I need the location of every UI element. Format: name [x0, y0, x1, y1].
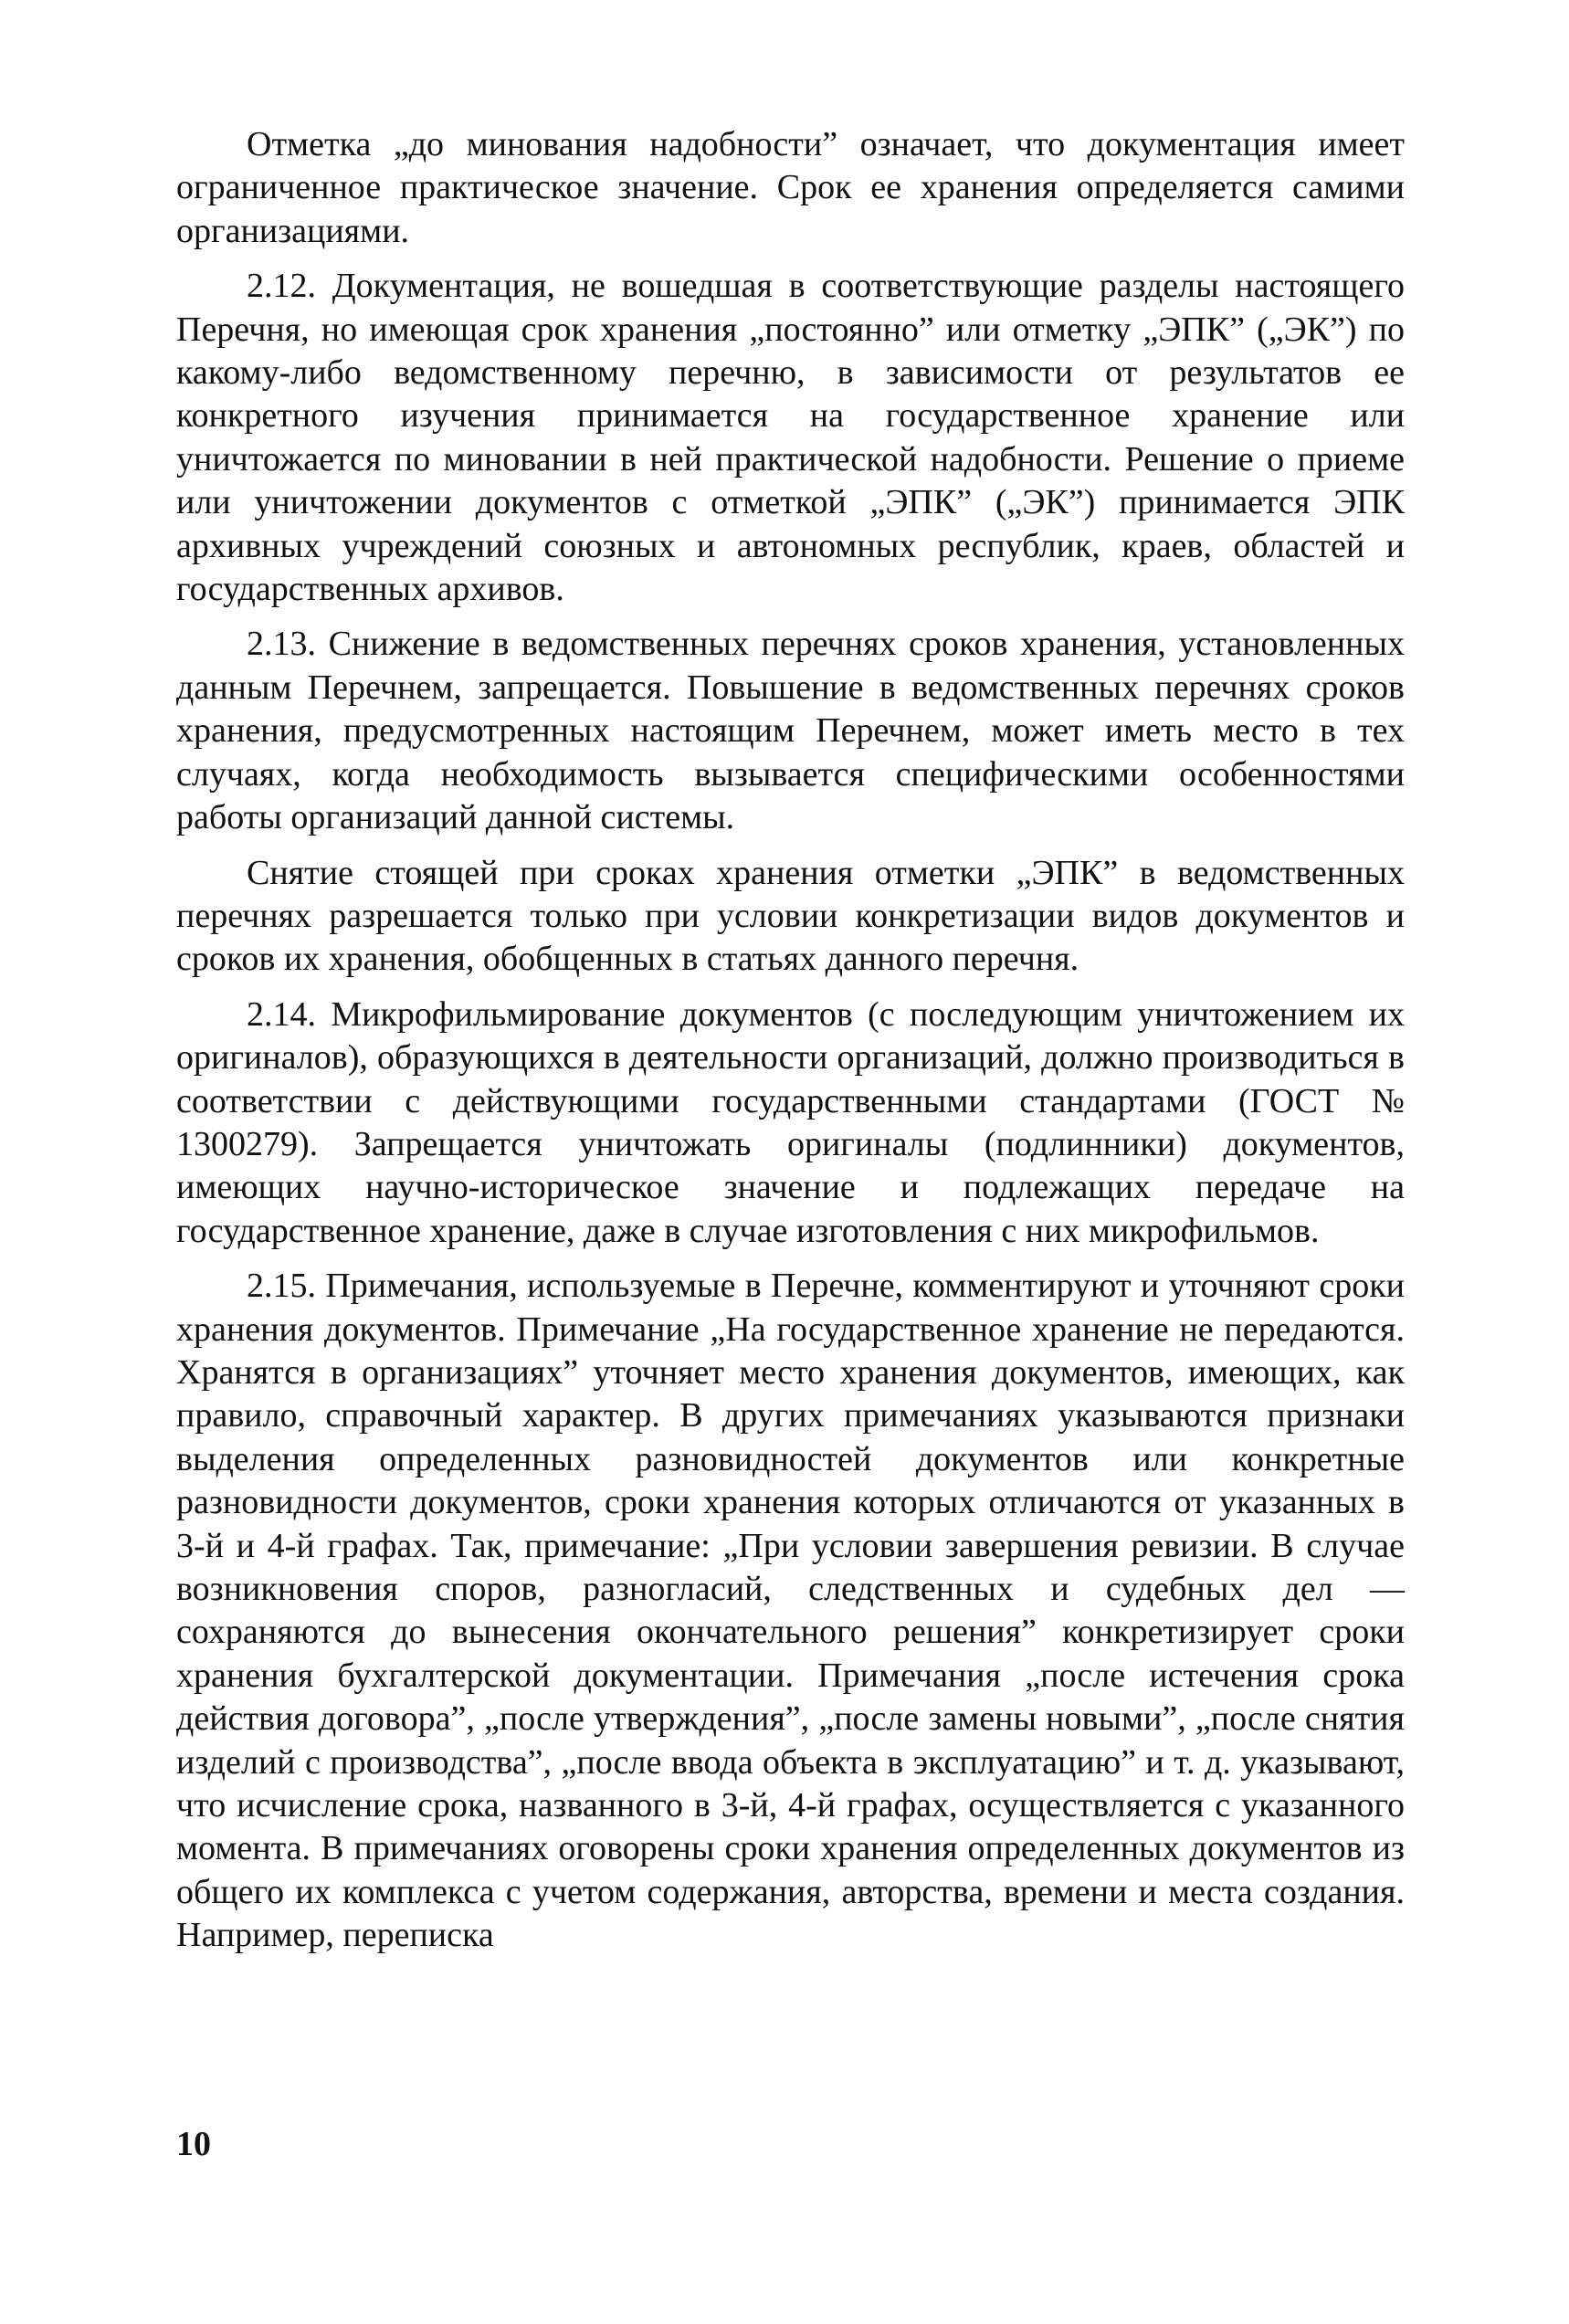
paragraph-epk-removal: Снятие стоящей при сроках хранения отметки „ЭПК” в ведомственных перечнях разрешается только при условии конкретизации видов документов и сроков их хранения, обобщенных в статьях данного перечня. [176, 853, 1405, 979]
paragraph-2-12: 2.12. Документация, не вошедшая в соответствующие разделы настоящего Перечня, но имеющая срок хранения „постоянно” или отметку „ЭПК” („ЭК”) по какому-либо ведомственному перечню, в зависимости от результатов ее конкретного изучения принимается на государственное хранение или уничтожается по миновании в ней практической надобности. Решение о приеме или уничтожении документов с отметкой „ЭПК” („ЭК”) принимается ЭПК архивных учреждений союзных и автономных республик, краев, областей и государственных архивов. [176, 267, 1405, 609]
paragraph-mark-until-need: Отметка „до минования надобности” означает, что документация имеет ограниченное практическое значение. Срок ее хранения определяется самими организациями. [176, 125, 1405, 250]
paragraph-2-14: 2.14. Микрофильмирование документов (с последующим уничтожением их оригиналов), образующихся в деятельности организаций, должно производиться в соответствии с действующими государственными стандартами (ГОСТ № 1300279). Запрещается уничтожать оригиналы (подлинники) документов, имеющих научно-историческое значение и подлежащих передаче на государственное хранение, даже в случае изготовления с них микрофильмов. [176, 994, 1405, 1250]
paragraph-2-13: 2.13. Снижение в ведомственных перечнях сроков хранения, установленных данным Перечнем, запрещается. Повышение в ведомственных перечнях сроков хранения, предусмотренных настоящим Перечнем, может иметь место в тех случаях, когда необходимость вызывается специфическими особенностями работы организаций данной системы. [176, 625, 1405, 837]
paragraph-2-15: 2.15. Примечания, используемые в Перечне, комментируют и уточняют сроки хранения документов. Примечание „На государственное хранение не передаются. Хранятся в организациях” уточняет место хранения документов, имеющих, как правило, справочный характер. В других примечаниях указываются признаки выделения определенных разновидностей документов или конкретные разновидности документов, сроки хранения которых отличаются от указанных в 3-й и 4-й графах. Так, примечание: „При условии завершения ревизии. В случае возникновения споров, разногласий, следственных и судебных дел — сохраняются до вынесения окончательного решения” конкретизирует сроки хранения бухгалтерской документации. Примечания „после истечения срока действия договора”, „после утверждения”, „после замены новыми”, „после снятия изделий с производства”, „после ввода объекта в эксплуатацию” и т. д. указывают, что исчисление срока, названного в 3-й, 4-й графах, осуществляется с указанного момента. В примечаниях оговорены сроки хранения определенных документов из общего их комплекса с учетом содержания, авторства, времени и места создания. Например, переписка [176, 1267, 1405, 1955]
body-text [176, 123, 1405, 1970]
page-number: 10 [176, 2125, 211, 2163]
